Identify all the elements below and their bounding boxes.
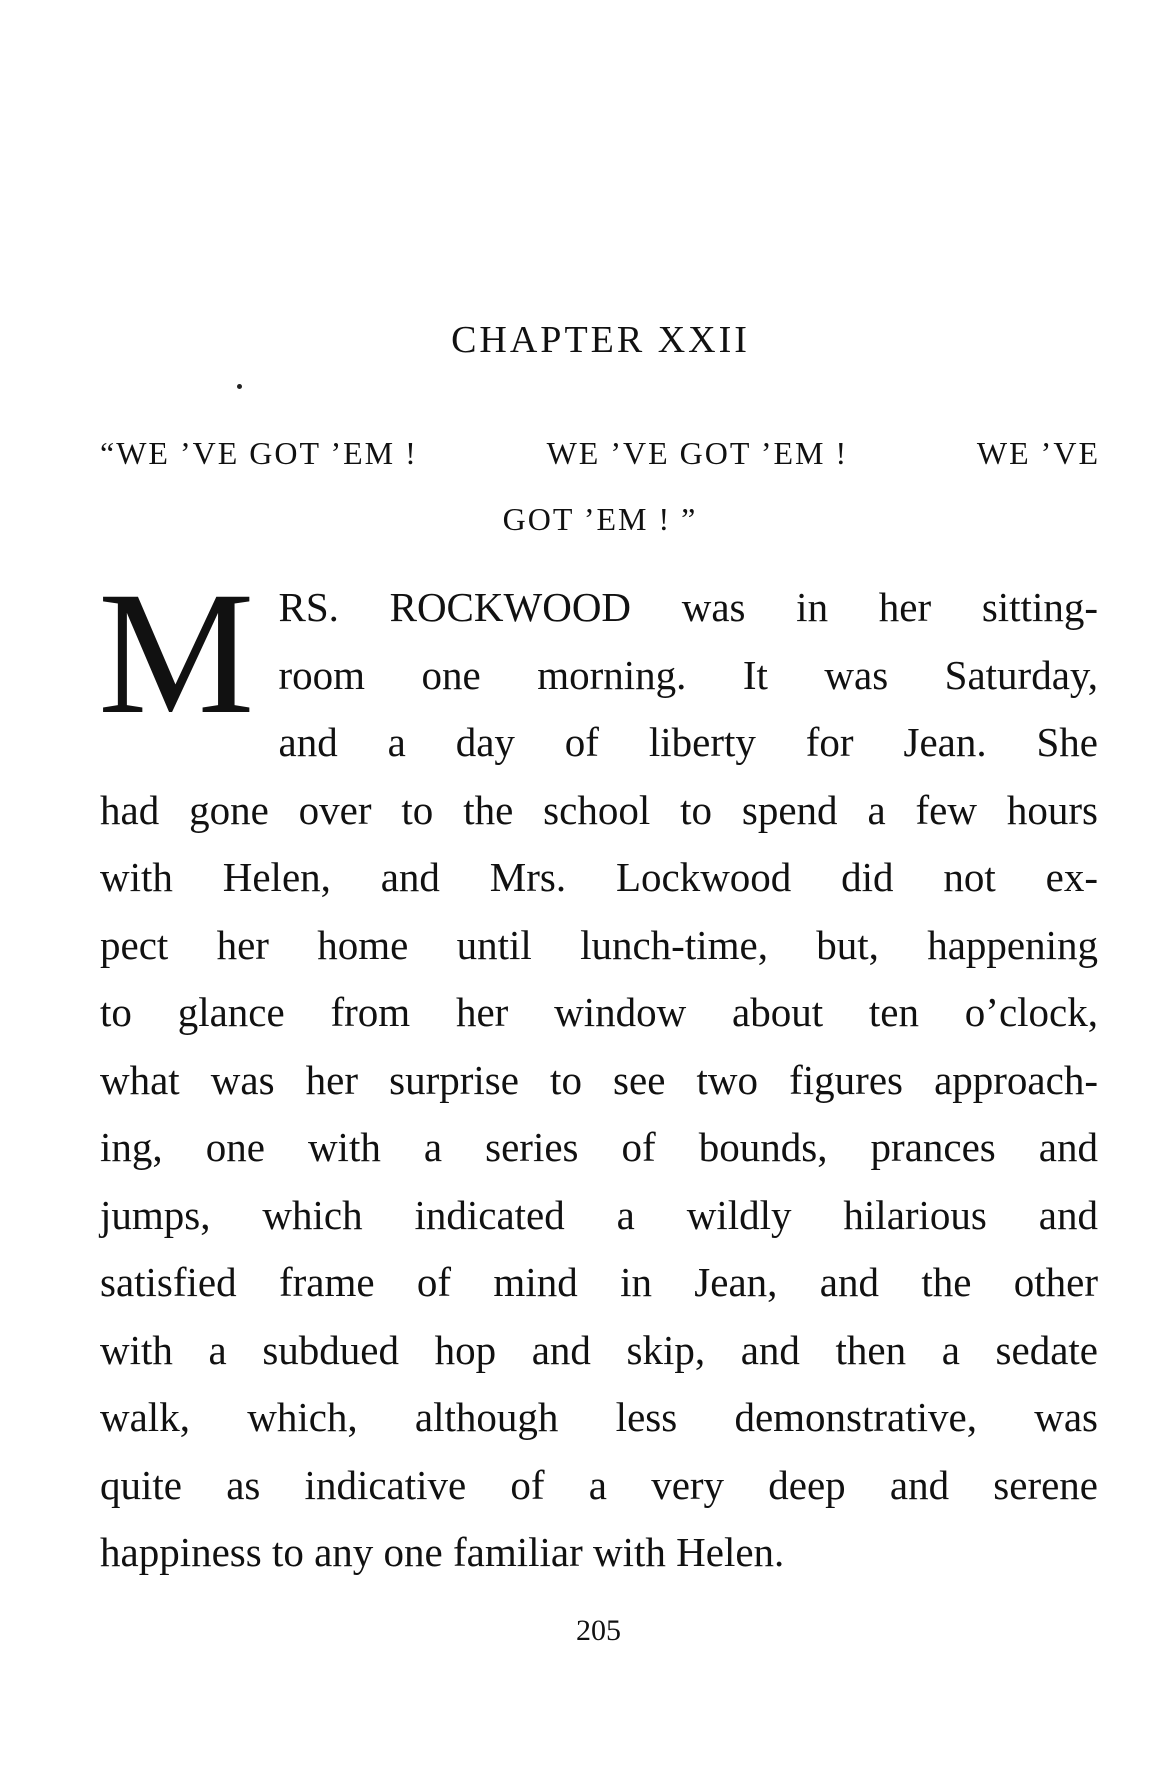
subtitle-phrase-3: WE ’VE: [976, 435, 1100, 471]
text-line: walk, which, although less demonstrative, was: [100, 1394, 1098, 1440]
body-paragraph: [98, 556, 1098, 1587]
text-line: with a subdued hop and skip, and then a sedate: [100, 1326, 1098, 1373]
text-line: had gone over to the school to spend a few hours: [100, 786, 1098, 833]
text-line: room one morning. It was Saturday,: [278, 651, 1098, 698]
text-line: ing, one with a series of bounds, prances and: [100, 1124, 1098, 1170]
subtitle-phrase-1: “WE ’VE GOT ’EM !: [100, 435, 418, 471]
chapter-subtitle: [100, 420, 1100, 552]
chapter-subtitle-line-2: GOT ’EM ! ”: [502, 501, 698, 537]
chapter-heading: CHAPTER XXII: [451, 319, 750, 361]
text-line: pect her home until lunch-time, but, happening: [100, 921, 1098, 968]
drop-cap: M: [98, 556, 251, 751]
text-line: with Helen, and Mrs. Lockwood did not ex-: [100, 854, 1098, 900]
text-line: quite as indicative of a very deep and serene: [100, 1461, 1098, 1508]
page-number: 205: [576, 1614, 621, 1647]
text-line: satisfied frame of mind in Jean, and the other: [100, 1259, 1098, 1305]
text-line: to glance from her window about ten o’clock,: [100, 989, 1098, 1035]
subtitle-phrase-2: WE ’VE GOT ’EM !: [546, 435, 849, 471]
text-line: what was her surprise to see two figures approach-: [100, 1056, 1098, 1103]
text-line: RS. ROCKWOOD was in her sitting-: [278, 584, 1098, 630]
text-line: happiness to any one familiar with Helen.: [100, 1529, 785, 1575]
text-line: and a day of liberty for Jean. She: [278, 719, 1098, 765]
ink-speck: [237, 384, 242, 389]
text-line: jumps, which indicated a wildly hilarious and: [100, 1191, 1098, 1238]
chapter-subtitle-line-1: [100, 420, 1100, 486]
